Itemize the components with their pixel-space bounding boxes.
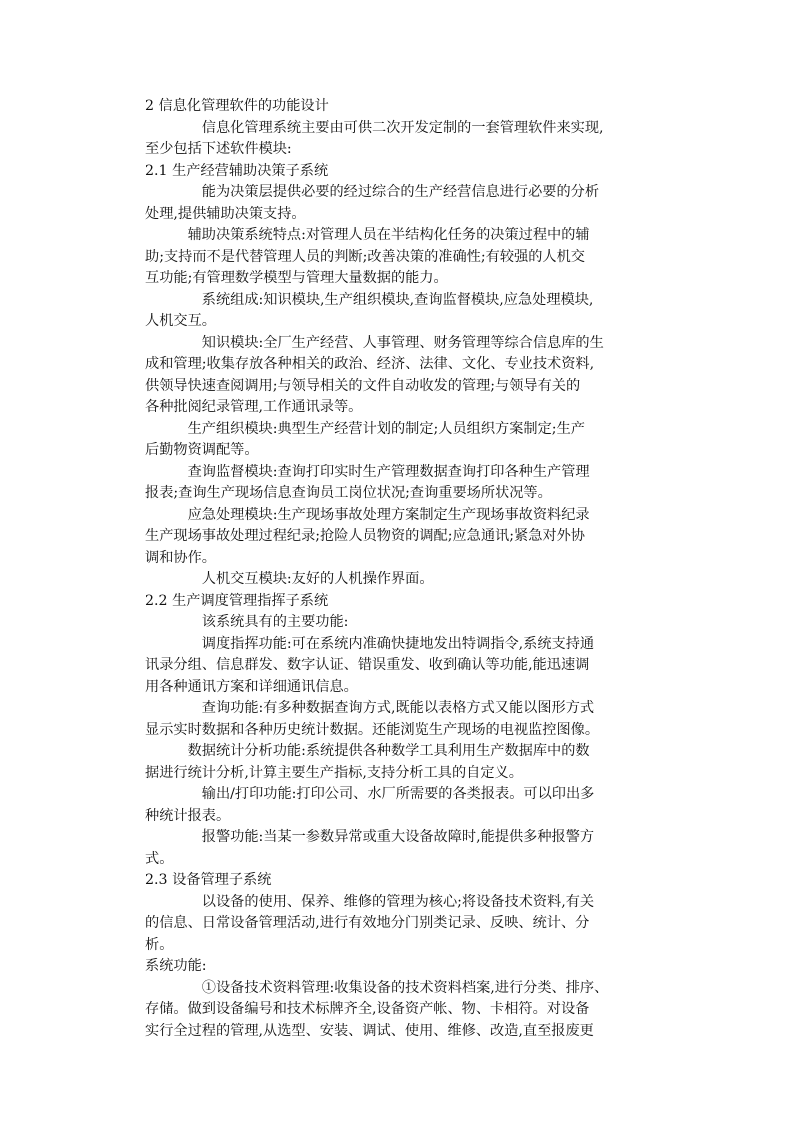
text-line: 人机交互模块:友好的人机操作界面。 [145,571,434,587]
text-line: 人机交互。 [145,313,216,329]
text-line: 应急处理模块:生产现场事故处理方案制定生产现场事故资料纪录 [145,506,590,523]
text-line: 种统计报表。 [145,807,231,824]
text-line: 辅助决策系统特点:对管理人员在半结构化任务的决策过程中的辅 [145,227,590,243]
text-line: 后勤物资调配等。 [145,442,259,458]
text-line: 报表;查询生产现场信息查询员工岗位状况;查询重要场所状况等。 [145,485,552,501]
text-line: 以设备的使用、保养、维修的管理为核心;将设备技术资料,有关 [145,893,595,910]
text-line: 报警功能:当某一参数异常或重大设备故障时,能提供多种报警方 [145,829,595,845]
text-line: 处理,提供辅助决策支持。 [145,205,306,222]
text-line: 至少包括下述软件模块: [145,141,292,157]
text-line: ①设备技术资料管理:收集设备的技术资料档案,进行分类、排序、 [145,979,609,996]
text-line: 查询监督模块:查询打印实时生产管理数据查询打印各种生产管理 [145,463,590,480]
text-line: 讯录分组、信息群发、数字认证、错误重发、收到确认等功能,能迅速调 [145,657,590,673]
text-line: 2.2 生产调度管理指挥子系统 [145,592,329,609]
text-line: 供领导快速查阅调用;与领导相关的文件自动收发的管理;与领导有关的 [145,377,581,394]
text-line: 2.3 设备管理子系统 [145,872,272,888]
text-line: 信息化管理系统主要由可供二次开发定制的一套管理软件来实现, [145,119,604,136]
text-line: 能为决策层提供必要的经过综合的生产经营信息进行必要的分析 [145,184,600,200]
text-line: 生产组织模块:典型生产经营计划的制定;人员组织方案制定;生产 [145,420,585,437]
text-line: 存储。做到设备编号和技术标牌齐全,设备资产帐、物、卡相符。对设备 [145,1001,590,1017]
text-line: 互功能;有管理数学模型与管理大量数据的能力。 [145,270,448,286]
text-line: 系统组成:知识模块,生产组织模块,查询监督模块,应急处理模块, [145,291,594,308]
text-line: 调度指挥功能:可在系统内准确快捷地发出特调指令,系统支持通 [145,635,595,652]
text-line: 据进行统计分析,计算主要生产指标,支持分析工具的自定义。 [145,764,523,781]
text-line: 查询功能:有多种数据查询方式,既能以表格方式又能以图形方式 [145,700,595,716]
text-line: 实行全过程的管理,从选型、安装、调试、使用、维修、改造,直至报废更 [145,1022,594,1039]
text-line: 用各种通讯方案和详细通讯信息。 [145,678,358,695]
text-line: 2.1 生产经营辅助决策子系统 [145,162,329,179]
text-line: 助;支持而不是代替管理人员的判断;改善决策的准确性;有较强的人机交 [145,248,585,265]
text-line: 数据统计分析功能:系统提供各种数学工具利用生产数据库中的数 [145,743,590,759]
text-line: 知识模块:全厂生产经营、人事管理、财务管理等综合信息库的生 [145,334,604,351]
text-line: 输出/打印功能:打印公司、水厂所需要的各类报表。可以印出多 [145,786,595,802]
text-line: 成和管理;收集存放各种相关的政治、经济、法律、文化、专业技术资料, [145,356,595,372]
document-body [145,96,655,1042]
text-line: 该系统具有的主要功能: [145,614,349,630]
text-line: 的信息、日常设备管理活动,进行有效地分门别类记录、反映、统计、分 [145,915,590,931]
text-line: 2 信息化管理软件的功能设计 [145,98,329,114]
text-line: 析。 [145,936,174,953]
text-line: 式。 [145,850,174,867]
text-line: 生产现场事故处理过程纪录;抢险人员物资的调配;应急通讯;紧急对外协 [145,528,585,544]
text-line: 系统功能: [145,958,207,974]
text-line: 调和协作。 [145,549,216,566]
text-line: 显示实时数据和各种历史统计数据。还能浏览生产现场的电视监控图像。 [145,721,600,738]
text-line: 各种批阅纪录管理,工作通讯录等。 [145,399,363,415]
